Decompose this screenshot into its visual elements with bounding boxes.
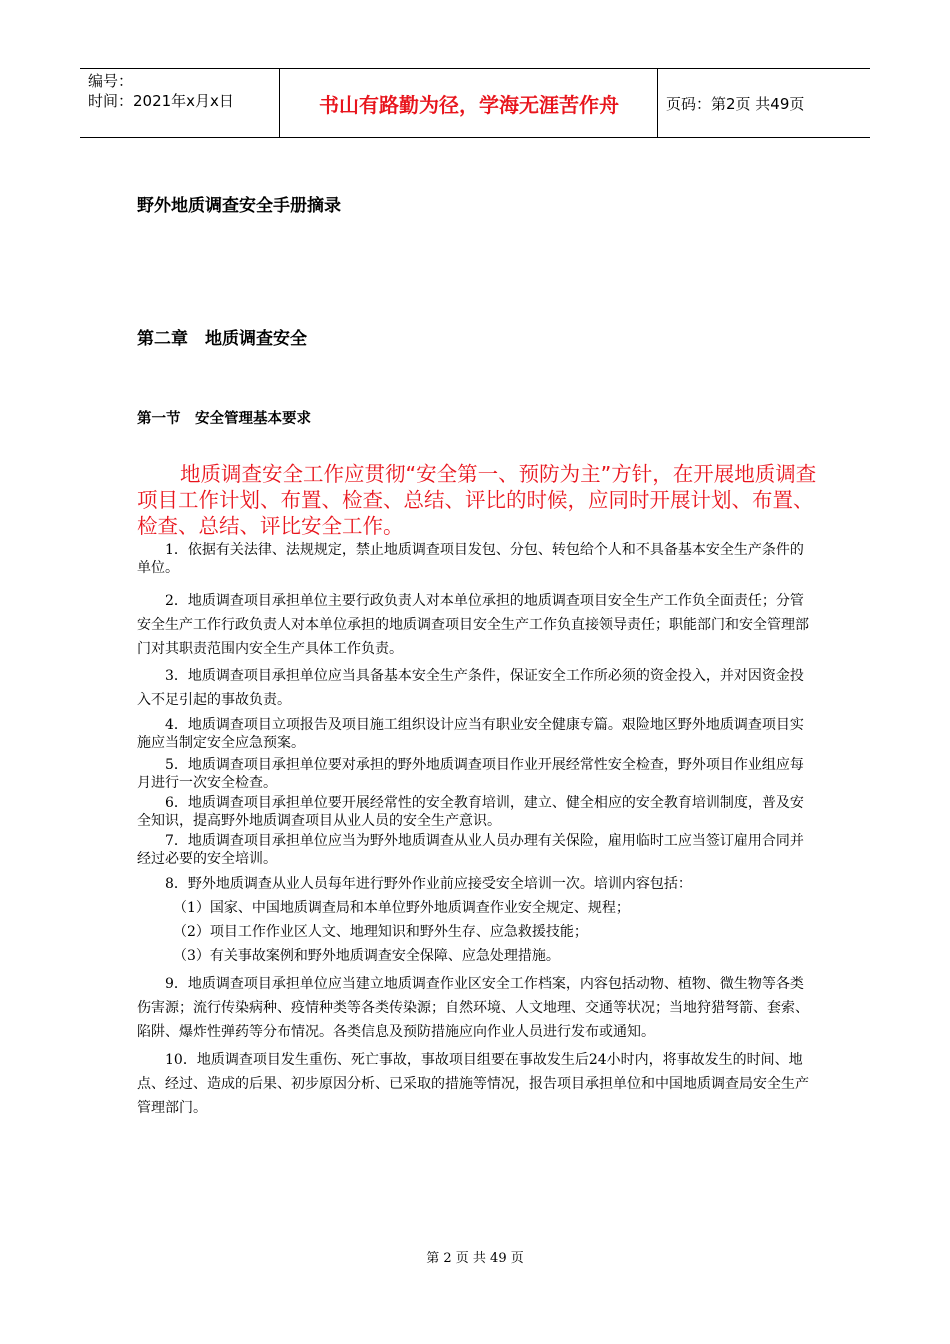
training-item: （2）项目工作作业区人文、地理知识和野外生存、应急救援技能； bbox=[173, 924, 588, 940]
list-item: 5．地质调查项目承担单位要对承担的野外地质调查项目作业开展经常性安全检查，野外项目作业组应每月进行一次安全检查。 bbox=[137, 757, 804, 791]
list-item: 8．野外地质调查从业人员每年进行野外作业前应接受安全培训一次。培训内容包括： bbox=[165, 876, 692, 892]
list-item: 9．地质调查项目承担单位应当建立地质调查作业区安全工作档案，内容包括动物、植物、微生物等各类伤害源；流行传染病种、疫情种类等各类传染源；自然环境、人文地理、交通等状况；当地狩猎弩箭、套索、陷阱、爆炸性弹药等分布情况。各类信息及预防措施应向作业人员进行发布或通知。 bbox=[137, 976, 809, 1040]
list-item: 6．地质调查项目承担单位要开展经常性的安全教育培训，建立、健全相应的安全教育培训制度，普及安全知识，提高野外地质调查项目从业人员的安全生产意识。 bbox=[137, 795, 804, 829]
document-title: 野外地质调查安全手册摘录 bbox=[137, 196, 341, 216]
lead-paragraph: 地质调查安全工作应贯彻“安全第一、预防为主”方针，在开展地质调查项目工作计划、布置、检查、总结、评比的时候，应同时开展计划、布置、检查、总结、评比安全工作。 bbox=[137, 462, 817, 538]
list-item: 4．地质调查项目立项报告及项目施工组织设计应当有职业安全健康专篇。艰险地区野外地质调查项目实施应当制定安全应急预案。 bbox=[137, 717, 804, 751]
header-motto: 书山有路勤为径，学海无涯苦作舟 bbox=[281, 69, 658, 137]
training-item: （3）有关事故案例和野外地质调查安全保障、应急处理措施。 bbox=[173, 948, 560, 964]
header-meta-cell bbox=[80, 69, 280, 137]
list-item: 3．地质调查项目承担单位应当具备基本安全生产条件，保证安全工作所必须的资金投入，并对因资金投入不足引起的事故负责。 bbox=[137, 668, 804, 708]
body-text bbox=[137, 541, 817, 1120]
training-item: （1）国家、中国地质调查局和本单位野外地质调查作业安全规定、规程； bbox=[173, 900, 630, 916]
section-title: 第一节 安全管理基本要求 bbox=[137, 411, 311, 427]
date-label: 时间：2021年x月x日 bbox=[88, 92, 234, 110]
chapter-title: 第二章 地质调查安全 bbox=[137, 329, 307, 349]
list-item: 7．地质调查项目承担单位应当为野外地质调查从业人员办理有关保险，雇用临时工应当签订雇用合同并经过必要的安全培训。 bbox=[137, 833, 804, 867]
list-item: 10．地质调查项目发生重伤、死亡事故，事故项目组要在事故发生后24小时内，将事故发生的时间、地点、经过、造成的后果、初步原因分析、已采取的措施等情况，报告项目承担单位和中国地质调查局安全生产管理部门。 bbox=[137, 1052, 809, 1116]
document-header bbox=[80, 68, 870, 138]
header-page-info: 页码：第2页 共49页 bbox=[666, 95, 805, 113]
page-footer: 第 2 页 共 49 页 bbox=[426, 1251, 524, 1266]
number-label: 编号： bbox=[88, 72, 134, 90]
list-item: 1．依据有关法律、法规规定，禁止地质调查项目发包、分包、转包给个人和不具备基本安全生产条件的单位。 bbox=[137, 542, 804, 576]
list-item: 2．地质调查项目承担单位主要行政负责人对本单位承担的地质调查项目安全生产工作负全面责任；分管安全生产工作行政负责人对本单位承担的地质调查项目安全生产工作负直接领导责任；职能部门和安全管理部门对其职责范围内安全生产具体工作负责。 bbox=[137, 593, 809, 657]
